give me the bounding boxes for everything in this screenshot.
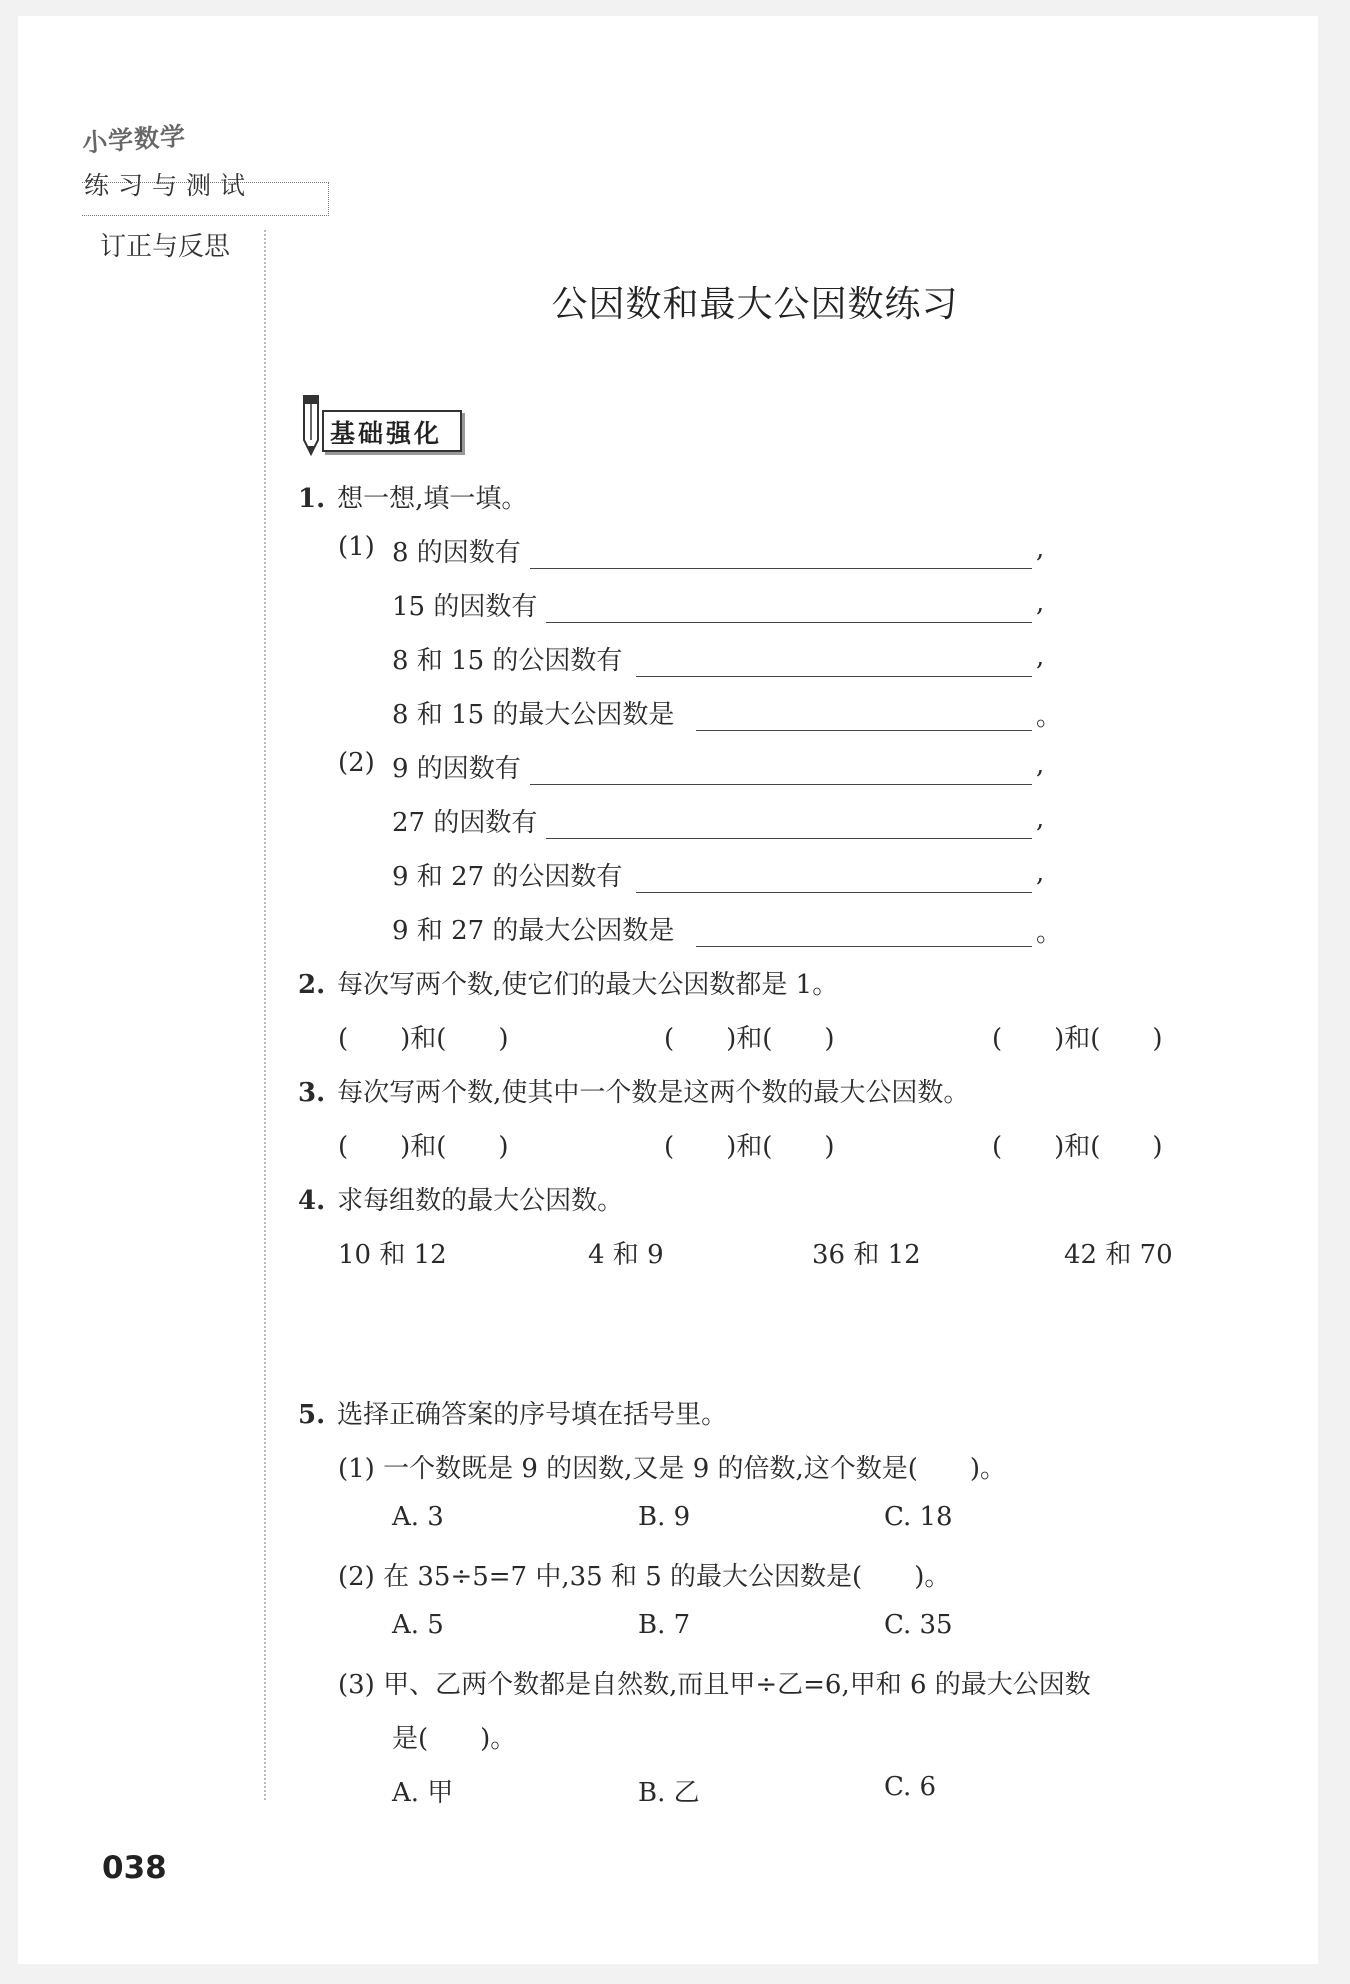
answer-pair[interactable]: ( )和( ) [992,1132,1163,1162]
q1-part2-label: (2) [338,748,375,778]
q5-sub3-continuation: 是( )。 [392,1724,517,1754]
answer-blank[interactable] [546,838,1032,839]
comma: , [1036,804,1045,834]
question-number: 3. [298,1078,326,1108]
question-number: 4. [298,1186,326,1216]
choice-option[interactable]: B. 乙 [638,1778,700,1808]
question-text: 求每组数的最大公因数。 [337,1186,624,1216]
choice-option[interactable]: B. 9 [638,1502,691,1532]
comma: , [1036,588,1045,618]
book-title: 练习与测试 [84,171,255,200]
q5-sub3: (3) 甲、乙两个数都是自然数,而且甲÷乙=6,甲和 6 的最大公因数 [338,1670,1091,1700]
q1-row: 9 的因数有 [392,754,521,784]
q1-row: 9 和 27 的最大公因数是 [392,916,675,946]
question-number: 1. [298,484,326,514]
choice-option[interactable]: C. 6 [884,1772,937,1802]
answer-blank[interactable] [530,568,1032,569]
answer-pair[interactable]: ( )和( ) [664,1132,835,1162]
question-1-prompt [298,478,527,515]
number-group: 42 和 70 [1064,1240,1173,1270]
number-group: 10 和 12 [338,1240,447,1270]
question-number: 2. [298,970,326,1000]
choice-option[interactable]: C. 18 [884,1502,953,1532]
number-group: 4 和 9 [588,1240,664,1270]
q5-sub2: (2) 在 35÷5=7 中,35 和 5 的最大公因数是( )。 [338,1562,951,1592]
section-label: 基础强化 [330,419,443,448]
period: 。 [1036,702,1063,732]
question-number: 5. [298,1400,326,1430]
answer-pair[interactable]: ( )和( ) [338,1024,509,1054]
answer-blank[interactable] [636,892,1032,893]
question-4-prompt [298,1180,623,1217]
choice-option[interactable]: A. 甲 [392,1778,454,1808]
number-group: 36 和 12 [812,1240,921,1270]
question-text: 想一想,填一填。 [337,484,528,514]
q1-row: 8 和 15 的最大公因数是 [392,700,675,730]
period: 。 [1036,918,1063,948]
answer-blank[interactable] [636,676,1032,677]
answer-blank[interactable] [696,730,1032,731]
series-brand: 小学数学 [81,121,188,158]
q5-sub1: (1) 一个数既是 9 的因数,又是 9 的倍数,这个数是( )。 [338,1454,1007,1484]
question-3-prompt [298,1072,969,1109]
question-5-prompt [298,1394,727,1431]
question-text: 每次写两个数,使它们的最大公因数都是 1。 [337,970,839,1000]
choice-option[interactable]: A. 5 [392,1610,444,1640]
q1-part1-label: (1) [338,532,375,562]
answer-blank[interactable] [530,784,1032,785]
answer-pair[interactable]: ( )和( ) [992,1024,1163,1054]
q1-row: 9 和 27 的公因数有 [392,862,623,892]
q1-row: 8 和 15 的公因数有 [392,646,623,676]
comma: , [1036,858,1045,888]
margin-divider [264,230,266,1800]
comma: , [1036,750,1045,780]
q1-row: 27 的因数有 [392,808,538,838]
answer-blank[interactable] [546,622,1032,623]
q1-row: 15 的因数有 [392,592,538,622]
comma: , [1036,534,1045,564]
q1-row: 8 的因数有 [392,538,521,568]
corrections-sidebar-label: 订正与反思 [100,232,231,262]
question-text: 每次写两个数,使其中一个数是这两个数的最大公因数。 [337,1078,970,1108]
page-title: 公因数和最大公因数练习 [551,284,959,325]
question-2-prompt [298,964,838,1001]
choice-option[interactable]: C. 35 [884,1610,953,1640]
choice-option[interactable]: B. 7 [638,1610,691,1640]
question-text: 选择正确答案的序号填在括号里。 [337,1400,728,1430]
comma: , [1036,642,1045,672]
answer-blank[interactable] [696,946,1032,947]
answer-pair[interactable]: ( )和( ) [338,1132,509,1162]
choice-option[interactable]: A. 3 [392,1502,444,1532]
page-number: 038 [102,1850,167,1886]
answer-pair[interactable]: ( )和( ) [664,1024,835,1054]
